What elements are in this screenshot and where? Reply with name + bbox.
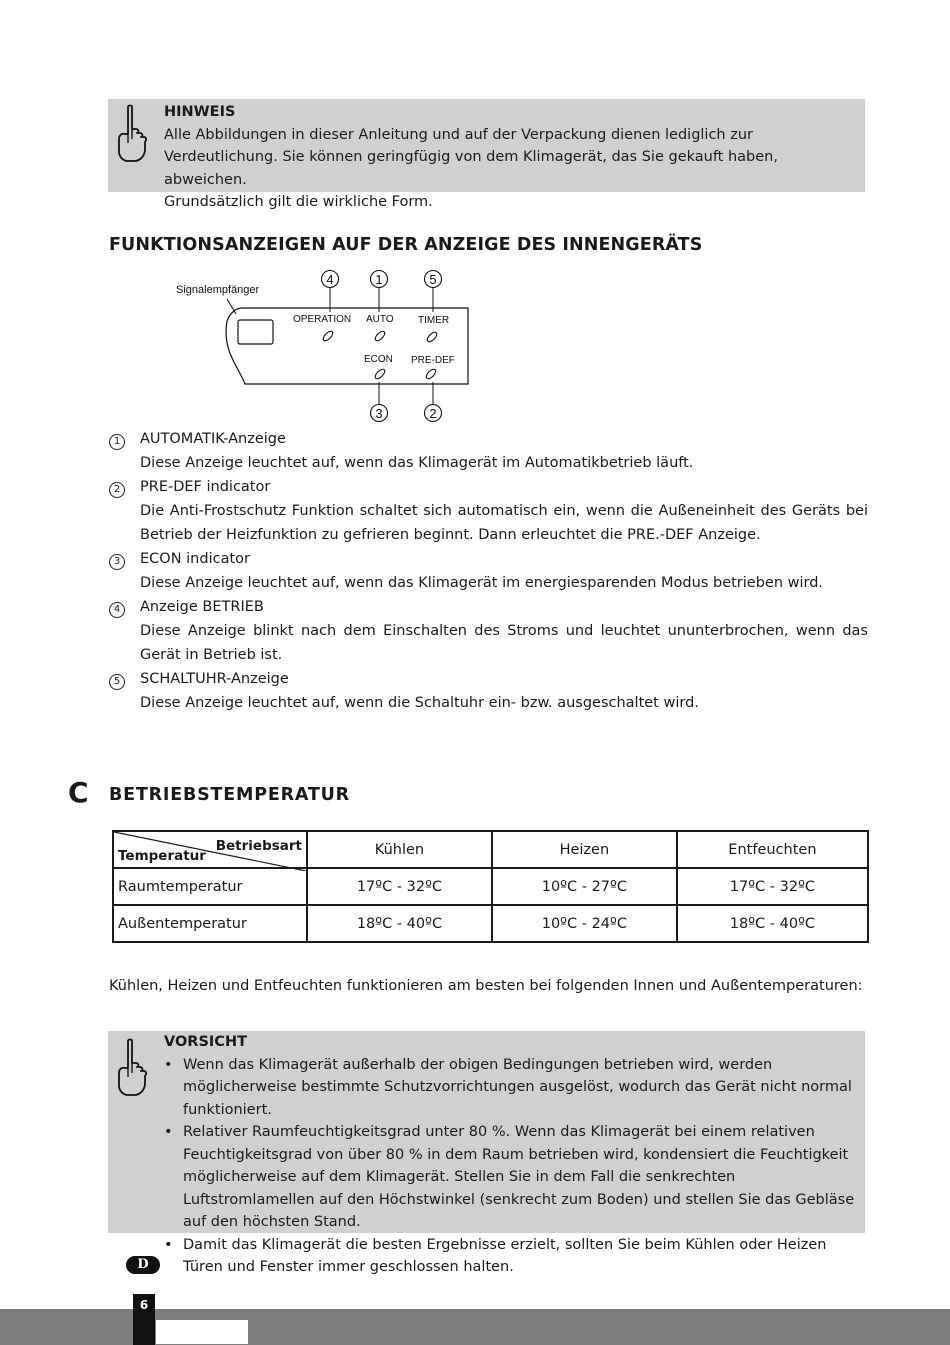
pointing-hand-icon	[114, 103, 150, 163]
signal-receiver	[238, 320, 273, 344]
item-description: Diese Anzeige leuchtet auf, wenn das Klimagerät im Automatikbetrieb läuft.	[140, 455, 694, 471]
note-line: Alle Abbildungen in dieser Anleitung und auf der Verpackung dienen lediglich zur	[164, 126, 753, 143]
list-item	[109, 667, 868, 715]
caution-text: Damit das Klimagerät die besten Ergebnisse erzielt, sollten Sie beim Kühlen oder Heizen Türen und Fenster immer geschlossen halten.	[183, 1236, 827, 1275]
econ-label: ECON	[364, 354, 393, 365]
callout-econ: 3	[375, 406, 383, 421]
indicators-heading: FUNKTIONSANZEIGEN AUF DER ANZEIGE DES INNENGERÄTS	[109, 235, 703, 255]
table-note: Kühlen, Heizen und Entfeuchten funktionieren am besten bei folgenden Innen und Außentemperaturen:	[109, 978, 863, 994]
table-cell: 10ºC - 24ºC	[492, 905, 677, 942]
item-number: 2	[109, 482, 125, 498]
list-item	[109, 595, 868, 667]
timer-led	[426, 331, 439, 344]
list-item	[109, 547, 868, 595]
item-description: Diese Anzeige blinkt nach dem Einschalten des Stroms und leuchtet ununterbrochen, wenn das Gerät in Betrieb ist.	[140, 623, 868, 663]
table-corner-cell	[113, 831, 307, 868]
item-description: Diese Anzeige leuchtet auf, wenn das Klimagerät im energiesparenden Modus betrieben wird.	[140, 575, 824, 591]
timer-label: TIMER	[418, 315, 450, 326]
caution-box	[108, 1031, 865, 1275]
list-item: • Wenn das Klimagerät außerhalb der obigen Bedingungen betrieben wird, werden möglicherweise bestimmte Schutzvorrichtungen ausgelöst, wodurch das Gerät nicht normal funktioniert.	[164, 1056, 852, 1118]
table-header-row	[113, 831, 868, 868]
list-item	[109, 475, 868, 547]
table-row	[113, 868, 868, 905]
item-heading: PRE-DEF indicator	[140, 479, 271, 495]
table-cell: 18ºC - 40ºC	[307, 905, 492, 942]
operating-temperature-table	[112, 830, 869, 943]
list-item: • Relativer Raumfeuchtigkeitsgrad unter 80 %. Wenn das Klimagerät bei einem relativen Feuchtigkeitsgrad von über 80 % in dem Raum betrieben wird, kondensiert die Feuchtigkeit möglicherweise auf dem Klimagerät. Stellen Sie in dem Fall die senkrechten Luftstromlamellen auf den Höchstwinkel (senkrecht zum Boden) und stellen Sie das Gebläse auf den höchsten Stand.	[164, 1124, 855, 1230]
auto-led	[374, 330, 387, 343]
item-heading: SCHALTUHR-Anzeige	[140, 671, 289, 687]
operation-label: OPERATION	[293, 314, 352, 325]
callout-predef: 2	[429, 406, 437, 421]
item-heading: ECON indicator	[140, 551, 250, 567]
item-description: Diese Anzeige leuchtet auf, wenn die Schaltuhr ein- bzw. ausgeschaltet wird.	[140, 695, 699, 711]
item-heading: AUTOMATIK-Anzeige	[140, 431, 286, 447]
item-number: 1	[109, 434, 125, 450]
auto-label: AUTO	[366, 314, 394, 325]
note-box	[108, 99, 865, 210]
econ-led	[374, 368, 387, 381]
column-header: Kühlen	[307, 831, 492, 868]
section-letter: C	[68, 776, 89, 809]
column-header: Heizen	[492, 831, 677, 868]
column-header: Entfeuchten	[677, 831, 868, 868]
signal-receiver-label: Signalempfänger	[176, 284, 260, 296]
table-row	[113, 905, 868, 942]
caution-text: Relativer Raumfeuchtigkeitsgrad unter 80 %. Wenn das Klimagerät bei einem relativen Feuchtigkeitsgrad von über 80 % in dem Raum betrieben wird, kondensiert die Feuchtigkeit möglicherweise auf dem Klimagerät. Stellen Sie in dem Fall die senkrechten Luftstromlamellen auf den Höchstwinkel (senkrecht zum Boden) und stellen Sie das Gebläse auf den höchsten Stand.	[183, 1124, 855, 1230]
item-number: 5	[109, 674, 125, 690]
indoor-display-diagram	[170, 266, 480, 426]
note-title: HINWEIS	[164, 104, 236, 120]
item-heading: Anzeige BETRIEB	[140, 599, 264, 615]
list-item: • Damit das Klimagerät die besten Ergebnisse erzielt, sollten Sie beim Kühlen oder Heizen Türen und Fenster immer geschlossen halten.	[164, 1236, 827, 1275]
predef-label: PRE-DEF	[411, 355, 455, 366]
item-number: 4	[109, 602, 125, 618]
operation-led	[322, 330, 335, 343]
caution-text: Wenn das Klimagerät außerhalb der obigen Bedingungen betrieben wird, werden möglicherweise bestimmte Schutzvorrichtungen ausgelöst, wodurch das Gerät nicht normal funktioniert.	[183, 1056, 852, 1118]
callout-timer: 5	[429, 272, 437, 287]
corner-label-temperature: Temperatur	[118, 848, 206, 864]
table-cell: 18ºC - 40ºC	[677, 905, 868, 942]
note-line: Grundsätzlich gilt die wirkliche Form.	[164, 194, 433, 210]
item-description: Die Anti-Frostschutz Funktion schaltet sich automatisch ein, wenn die Außeneinheit des Geräts bei Betrieb der Heizfunktion zu gefrieren beginnt. Dann erleuchtet die PRE.-DEF Anzeige.	[140, 503, 868, 543]
table-cell: 10ºC - 27ºC	[492, 868, 677, 905]
item-number: 3	[109, 554, 125, 570]
language-badge: D	[126, 1256, 160, 1274]
footer-label-box	[156, 1320, 248, 1344]
row-label: Raumtemperatur	[113, 868, 307, 905]
corner-label-mode: Betriebsart	[215, 838, 302, 854]
note-line: Verdeutlichung. Sie können geringfügig von dem Klimagerät, das Sie gekauft haben, abweichen.	[164, 149, 778, 188]
caution-title: VORSICHT	[164, 1034, 247, 1050]
section-heading: BETRIEBSTEMPERATUR	[109, 785, 350, 805]
table-cell: 17ºC - 32ºC	[677, 868, 868, 905]
pointing-hand-icon	[114, 1037, 150, 1097]
row-label: Außentemperatur	[113, 905, 307, 942]
predef-led	[425, 368, 438, 381]
indicator-list	[109, 427, 868, 715]
page-number: 6	[133, 1294, 155, 1345]
callout-operation: 4	[326, 272, 334, 287]
table-cell: 17ºC - 32ºC	[307, 868, 492, 905]
list-item	[109, 427, 868, 475]
callout-auto: 1	[375, 272, 383, 287]
